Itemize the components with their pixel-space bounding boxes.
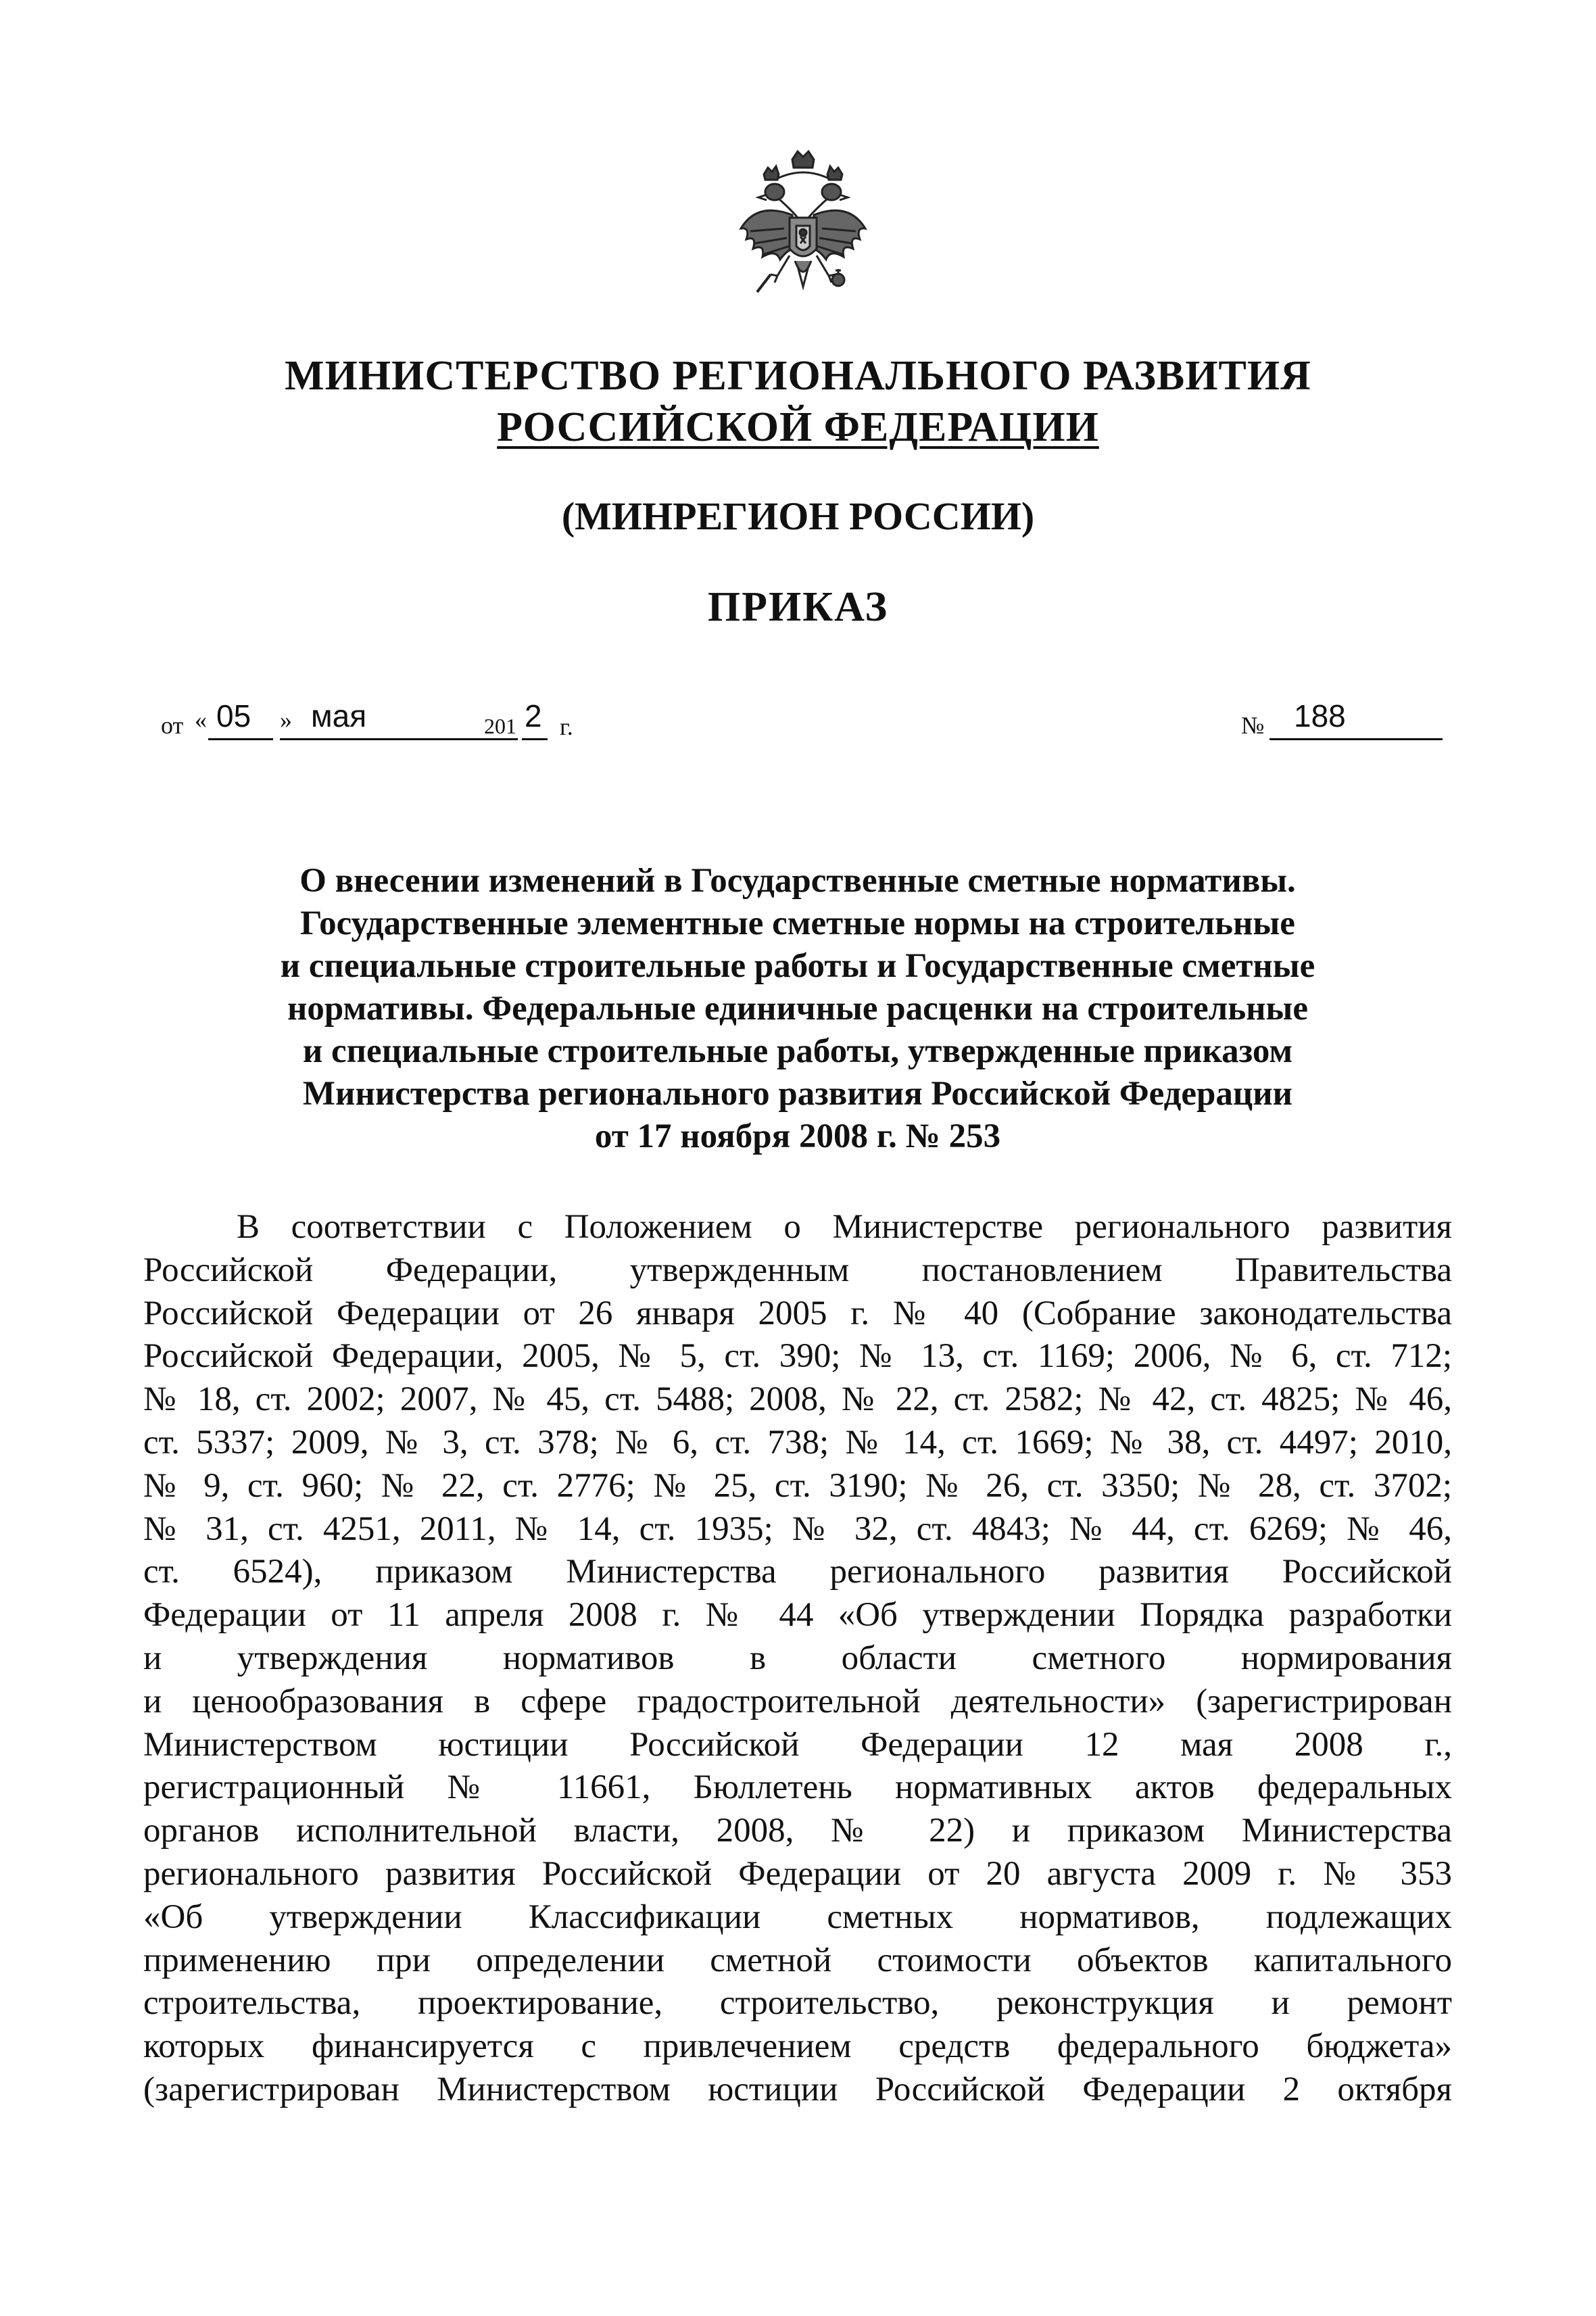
body-line: и ценообразования в сфере градостроительной деятельности» (зарегистрирован <box>143 1682 1452 1720</box>
order-number: 188 <box>1294 698 1346 733</box>
date-close-quote: » <box>280 706 292 733</box>
body-line: и утверждения нормативов в области сметного нормирования <box>143 1639 1452 1677</box>
date-open-quote: « <box>195 706 207 733</box>
number-label: № <box>1241 712 1265 739</box>
subject-line: и специальные строительные работы, утвержденные приказом <box>302 1032 1293 1070</box>
ministry-name-line2-text: РОССИЙСКОЙ ФЕДЕРАЦИИ <box>497 404 1099 450</box>
body-line: ст. 5337; 2009, № 3, ст. 378; № 6, ст. 738; № 14, ст. 1669; № 38, ст. 4497; 2010, <box>143 1423 1452 1462</box>
year-underline <box>522 738 548 740</box>
body-line: Российской Федерации от 26 января 2005 г. № 40 (Собрание законодательства <box>143 1294 1452 1332</box>
body-line: Российской Федерации, 2005, № 5, ст. 390; № 13, ст. 1169; 2006, № 6, ст. 712; <box>143 1337 1452 1376</box>
subject-line: и специальные строительные работы и Государственные сметные <box>280 947 1315 985</box>
body-line: Министерством юстиции Российской Федерации 12 мая 2008 г., <box>143 1725 1452 1764</box>
subject-line: нормативы. Федеральные единичные расценки на строительные <box>287 990 1309 1028</box>
body-line: (зарегистрирован Министерством юстиции Российской Федерации 2 октября <box>143 2070 1452 2108</box>
body-line: применению при определении сметной стоимости объектов капитального <box>143 1941 1452 1979</box>
body-line: которых финансируется с привлечением средств федерального бюджета» <box>143 2027 1452 2066</box>
subject-line: О внесении изменений в Государственные сметные нормативы. <box>299 862 1296 900</box>
document-type-title: ПРИКАЗ <box>707 584 889 630</box>
body-line: № 9, ст. 960; № 22, ст. 2776; № 25, ст. 3190; № 26, ст. 3350; № 28, ст. 3702; <box>143 1466 1452 1505</box>
ministry-name-line2 <box>0 402 1596 453</box>
date-year-suffix: г. <box>560 713 573 740</box>
month-underline <box>280 738 518 740</box>
date-month: мая <box>311 698 367 733</box>
date-year-prefix: 201 <box>484 714 516 738</box>
ministry-name-line1: МИНИСТЕРСТВО РЕГИОНАЛЬНОГО РАЗВИТИЯ <box>285 353 1311 399</box>
body-line: «Об утверждении Классификации сметных нормативов, подлежащих <box>143 1898 1452 1936</box>
date-number-line <box>161 696 1445 750</box>
body-line: Российской Федерации, утвержденным постановлением Правительства <box>143 1251 1452 1289</box>
body-line: Федерации от 11 апреля 2008 г. № 44 «Об утверждении Порядка разработки <box>143 1596 1452 1635</box>
order-subject <box>169 860 1426 1158</box>
body-line: строительства, проектирование, строительство, реконструкция и ремонт <box>143 1984 1452 2023</box>
body-line: В соответствии с Положением о Министерстве регионального развития <box>237 1208 1452 1246</box>
body-line: регионального развития Российской Федерации от 20 августа 2009 г. № 353 <box>143 1854 1452 1893</box>
body-line: № 31, ст. 4251, 2011, № 14, ст. 1935; № 32, ст. 4843; № 44, ст. 6269; № 46, <box>143 1510 1452 1548</box>
date-year-digit: 2 <box>525 698 542 733</box>
date-day: 05 <box>216 698 251 733</box>
subject-line: от 17 ноября 2008 г. № 253 <box>594 1117 1001 1155</box>
number-underline <box>1269 738 1443 740</box>
body-line: ст. 6524), приказом Министерства регионального развития Российской <box>143 1553 1452 1591</box>
body-line: органов исполнительной власти, 2008, № 22) и приказом Министерства <box>143 1812 1452 1850</box>
ministry-short-name: (МИНРЕГИОН РОССИИ) <box>561 494 1035 538</box>
coat-of-arms-icon <box>730 147 876 316</box>
order-body-text <box>143 1206 1452 2112</box>
subject-line: Министерства регионального развития Российской Федерации <box>302 1075 1293 1113</box>
date-from-label: от <box>161 712 184 739</box>
subject-line: Государственные элементные сметные нормы на строительные <box>300 904 1295 942</box>
day-underline <box>208 738 273 740</box>
body-line: № 18, ст. 2002; 2007, № 45, ст. 5488; 2008, № 22, ст. 2582; № 42, ст. 4825; № 46, <box>143 1380 1452 1419</box>
body-line: регистрационный № 11661, Бюллетень нормативных актов федеральных <box>143 1768 1452 1807</box>
